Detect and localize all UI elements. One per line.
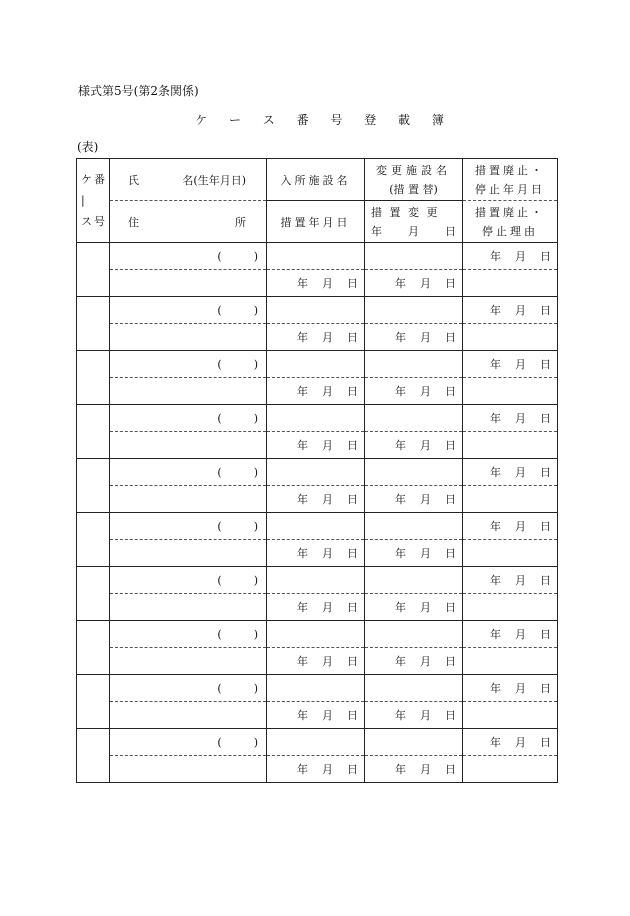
entry-changed-facility-cell[interactable]: [365, 729, 463, 756]
date-month-mark: 月: [322, 493, 333, 506]
entry-abolish-date-cell[interactable]: [463, 243, 558, 270]
date-month-mark: 月: [322, 601, 333, 614]
date-month-mark: 月: [322, 655, 333, 668]
entry-admission-date-cell[interactable]: [267, 486, 365, 513]
date-month-mark: 月: [322, 439, 333, 452]
date-month-mark: 月: [420, 709, 431, 722]
header-name-right: 名(生年月日): [182, 173, 246, 187]
entry-case-number-cell[interactable]: [77, 459, 110, 513]
entry-case-number-cell[interactable]: [77, 567, 110, 621]
entry-row-bottom: [77, 378, 558, 405]
entry-admission-facility-cell[interactable]: [267, 297, 365, 324]
entry-measure-change-date-cell[interactable]: [365, 324, 463, 351]
entry-name-cell[interactable]: [110, 567, 267, 594]
entry-abolish-date-cell[interactable]: [463, 297, 558, 324]
date-day-mark: 日: [445, 331, 456, 344]
case-char-1: ケ: [81, 173, 92, 186]
entry-abolish-reason-cell[interactable]: [463, 486, 558, 513]
date-day-mark: 日: [540, 358, 551, 371]
entry-address-cell[interactable]: [110, 756, 267, 783]
entry-row-bottom: [77, 324, 558, 351]
header-abolish-date-line2: 停止年月日: [475, 182, 545, 196]
form-reference: 様式第5号(第2条関係): [78, 84, 199, 98]
date-day-mark: 日: [540, 304, 551, 317]
date-year-mark: 年: [490, 682, 501, 695]
entry-row-bottom: [77, 702, 558, 729]
date-day-mark: 日: [540, 466, 551, 479]
entry-admission-date-cell[interactable]: [267, 756, 365, 783]
date-year-mark: 年: [297, 601, 308, 614]
date-day-mark: 日: [540, 412, 551, 425]
entry-name-cell[interactable]: [110, 405, 267, 432]
entry-row-top: [77, 621, 558, 648]
date-day-mark: 日: [445, 439, 456, 452]
date-year-mark: 年: [297, 709, 308, 722]
paren-close: ): [253, 411, 258, 425]
date-month-mark: 月: [322, 331, 333, 344]
entry-address-cell[interactable]: [110, 648, 267, 675]
date-year-mark: 年: [395, 385, 406, 398]
date-month-mark: 月: [515, 520, 526, 533]
date-month-mark: 月: [420, 277, 431, 290]
entry-name-cell[interactable]: [110, 729, 267, 756]
entry-measure-change-date-cell[interactable]: [365, 702, 463, 729]
date-month-mark: 月: [322, 277, 333, 290]
paren-open: (: [217, 303, 222, 317]
side-label: (表): [77, 140, 99, 154]
entry-changed-facility-cell[interactable]: [365, 567, 463, 594]
entry-row-top: [77, 675, 558, 702]
date-day-mark: 日: [540, 736, 551, 749]
date-month-mark: 月: [322, 385, 333, 398]
paren-open: (: [217, 681, 222, 695]
date-day-mark: 日: [347, 277, 358, 290]
header-address: [110, 201, 267, 243]
header-admission-facility: 入所施設名: [267, 159, 365, 201]
header-abolish-date: [463, 159, 558, 201]
header-abolish-reason-line2: 停止理由: [482, 224, 538, 238]
entry-abolish-reason-cell[interactable]: [463, 756, 558, 783]
header-name-left: 氏: [128, 173, 139, 187]
date-day-mark: 日: [540, 682, 551, 695]
date-month-mark: 月: [515, 736, 526, 749]
date-month-mark: 月: [515, 358, 526, 371]
header-address-left: 住: [128, 215, 139, 229]
entry-admission-facility-cell[interactable]: [267, 729, 365, 756]
entry-row-top: [77, 297, 558, 324]
date-year-mark: 年: [297, 331, 308, 344]
entry-row-top: [77, 567, 558, 594]
entry-row-top: [77, 513, 558, 540]
entry-row-top: [77, 729, 558, 756]
paren-close: ): [253, 573, 258, 587]
entry-abolish-reason-cell[interactable]: [463, 378, 558, 405]
entry-changed-facility-cell[interactable]: [365, 297, 463, 324]
entry-admission-date-cell[interactable]: [267, 324, 365, 351]
header-changed-facility-line1: 変更施設名: [376, 163, 451, 177]
entry-admission-facility-cell[interactable]: [267, 405, 365, 432]
entry-row-bottom: [77, 270, 558, 297]
entry-admission-facility-cell[interactable]: [267, 351, 365, 378]
date-year-mark: 年: [395, 331, 406, 344]
entry-abolish-date-cell[interactable]: [463, 459, 558, 486]
date-year-mark: 年: [297, 277, 308, 290]
date-day-mark: 日: [445, 709, 456, 722]
date-day-mark: 日: [445, 277, 456, 290]
entry-admission-date-cell[interactable]: [267, 540, 365, 567]
entry-row-bottom: [77, 486, 558, 513]
date-day-mark: 日: [445, 547, 456, 560]
entry-measure-change-date-cell[interactable]: [365, 594, 463, 621]
paren-open: (: [217, 249, 222, 263]
entry-changed-facility-cell[interactable]: [365, 405, 463, 432]
header-address-right: 所: [235, 215, 246, 229]
date-day-mark: 日: [347, 439, 358, 452]
paren-open: (: [217, 735, 222, 749]
entry-abolish-date-cell[interactable]: [463, 567, 558, 594]
date-year-mark: 年: [490, 412, 501, 425]
date-month-mark: 月: [515, 682, 526, 695]
date-year-mark: 年: [490, 574, 501, 587]
entry-abolish-reason-cell[interactable]: [463, 432, 558, 459]
date-year-mark: 年: [490, 628, 501, 641]
date-year-mark: 年: [395, 439, 406, 452]
date-month-mark: 月: [515, 466, 526, 479]
entry-row-top: [77, 351, 558, 378]
date-year-mark: 年: [395, 547, 406, 560]
paren-close: ): [253, 627, 258, 641]
entry-address-cell[interactable]: [110, 378, 267, 405]
entry-address-cell[interactable]: [110, 432, 267, 459]
paren-open: (: [217, 357, 222, 371]
entry-address-cell[interactable]: [110, 702, 267, 729]
paren-close: ): [253, 681, 258, 695]
date-month-mark: 月: [322, 547, 333, 560]
entry-measure-change-date-cell[interactable]: [365, 270, 463, 297]
entry-measure-change-date-cell[interactable]: [365, 756, 463, 783]
entry-changed-facility-cell[interactable]: [365, 675, 463, 702]
date-day-mark: 日: [445, 601, 456, 614]
entry-admission-date-cell[interactable]: [267, 594, 365, 621]
date-month-mark: 月: [322, 763, 333, 776]
entry-admission-facility-cell[interactable]: [267, 567, 365, 594]
entry-measure-change-date-cell[interactable]: [365, 378, 463, 405]
date-year-mark: 年: [297, 763, 308, 776]
date-day-mark: 日: [540, 520, 551, 533]
entry-abolish-date-cell[interactable]: [463, 675, 558, 702]
entry-address-cell[interactable]: [110, 594, 267, 621]
entry-row-bottom: [77, 648, 558, 675]
case-char-5: 号: [94, 215, 105, 228]
entry-admission-date-cell[interactable]: [267, 432, 365, 459]
date-month-mark: 月: [420, 547, 431, 560]
entry-abolish-date-cell[interactable]: [463, 729, 558, 756]
entry-abolish-reason-cell[interactable]: [463, 324, 558, 351]
date-year-mark: 年: [297, 655, 308, 668]
entry-row-bottom: [77, 432, 558, 459]
entry-case-number-cell[interactable]: [77, 297, 110, 351]
date-day-mark: 日: [445, 763, 456, 776]
entry-row-top: [77, 405, 558, 432]
header-measure-change-day: 日: [445, 224, 456, 238]
date-month-mark: 月: [420, 385, 431, 398]
entry-name-cell[interactable]: [110, 513, 267, 540]
header-abolish-reason: [463, 201, 558, 243]
paren-open: (: [217, 465, 222, 479]
date-day-mark: 日: [347, 547, 358, 560]
date-day-mark: 日: [347, 655, 358, 668]
header-measure-change-year: 年: [371, 224, 382, 238]
date-month-mark: 月: [420, 655, 431, 668]
entry-measure-change-date-cell[interactable]: [365, 432, 463, 459]
date-year-mark: 年: [297, 547, 308, 560]
header-case-number: [77, 159, 110, 243]
date-year-mark: 年: [490, 358, 501, 371]
paren-close: ): [253, 735, 258, 749]
paren-close: ): [253, 357, 258, 371]
date-month-mark: 月: [420, 763, 431, 776]
date-year-mark: 年: [395, 601, 406, 614]
paren-open: (: [217, 411, 222, 425]
entry-abolish-reason-cell[interactable]: [463, 540, 558, 567]
entry-abolish-reason-cell[interactable]: [463, 594, 558, 621]
entry-name-cell[interactable]: [110, 621, 267, 648]
date-year-mark: 年: [490, 520, 501, 533]
case-register-table: [76, 158, 558, 783]
entry-changed-facility-cell[interactable]: [365, 243, 463, 270]
entry-abolish-date-cell[interactable]: [463, 351, 558, 378]
entry-name-cell[interactable]: [110, 243, 267, 270]
date-year-mark: 年: [490, 466, 501, 479]
header-abolish-reason-line1: 措置廃止・: [475, 205, 545, 219]
entry-name-cell[interactable]: [110, 459, 267, 486]
paren-close: ): [253, 249, 258, 263]
case-char-2: |: [81, 194, 85, 207]
paren-open: (: [217, 519, 222, 533]
entry-admission-facility-cell[interactable]: [267, 675, 365, 702]
entry-row-bottom: [77, 594, 558, 621]
entry-abolish-date-cell[interactable]: [463, 405, 558, 432]
header-row-1: [77, 159, 558, 201]
entry-changed-facility-cell[interactable]: [365, 621, 463, 648]
header-name: [110, 159, 267, 201]
date-year-mark: 年: [395, 763, 406, 776]
case-char-3: ス: [81, 215, 92, 228]
date-year-mark: 年: [395, 493, 406, 506]
paren-open: (: [217, 627, 222, 641]
date-day-mark: 日: [540, 250, 551, 263]
date-day-mark: 日: [445, 385, 456, 398]
date-year-mark: 年: [395, 277, 406, 290]
entry-name-cell[interactable]: [110, 351, 267, 378]
date-month-mark: 月: [420, 331, 431, 344]
entry-abolish-date-cell[interactable]: [463, 513, 558, 540]
date-day-mark: 日: [445, 655, 456, 668]
date-year-mark: 年: [297, 385, 308, 398]
entry-admission-date-cell[interactable]: [267, 378, 365, 405]
date-day-mark: 日: [347, 493, 358, 506]
entry-measure-change-date-cell[interactable]: [365, 486, 463, 513]
entry-admission-date-cell[interactable]: [267, 702, 365, 729]
paren-open: (: [217, 573, 222, 587]
entry-admission-facility-cell[interactable]: [267, 459, 365, 486]
header-measure-change-month: 月: [408, 224, 419, 238]
entry-admission-date-cell[interactable]: [267, 270, 365, 297]
entry-abolish-reason-cell[interactable]: [463, 270, 558, 297]
header-measure-change-line1: 措 置 変 更: [371, 205, 440, 219]
date-day-mark: 日: [347, 385, 358, 398]
entry-abolish-date-cell[interactable]: [463, 621, 558, 648]
entry-case-number-cell[interactable]: [77, 621, 110, 675]
entry-name-cell[interactable]: [110, 297, 267, 324]
date-year-mark: 年: [490, 304, 501, 317]
entry-admission-date-cell[interactable]: [267, 648, 365, 675]
entry-case-number-cell[interactable]: [77, 243, 110, 297]
entry-abolish-reason-cell[interactable]: [463, 648, 558, 675]
date-day-mark: 日: [347, 709, 358, 722]
entry-row-bottom: [77, 540, 558, 567]
date-year-mark: 年: [490, 250, 501, 263]
entry-changed-facility-cell[interactable]: [365, 459, 463, 486]
entry-row-bottom: [77, 756, 558, 783]
header-changed-facility: [365, 159, 463, 201]
entry-admission-facility-cell[interactable]: [267, 243, 365, 270]
date-day-mark: 日: [347, 763, 358, 776]
entry-address-cell[interactable]: [110, 540, 267, 567]
entry-case-number-cell[interactable]: [77, 729, 110, 783]
entry-measure-change-date-cell[interactable]: [365, 540, 463, 567]
entry-address-cell[interactable]: [110, 270, 267, 297]
date-day-mark: 日: [540, 574, 551, 587]
date-year-mark: 年: [395, 709, 406, 722]
date-day-mark: 日: [347, 601, 358, 614]
entry-name-cell[interactable]: [110, 675, 267, 702]
entry-measure-change-date-cell[interactable]: [365, 648, 463, 675]
date-year-mark: 年: [297, 439, 308, 452]
date-month-mark: 月: [322, 709, 333, 722]
entry-address-cell[interactable]: [110, 324, 267, 351]
page-title: ケ ー ス 番 号 登 載 簿: [195, 113, 453, 127]
header-measure-change: [365, 201, 463, 243]
header-row-2: [77, 201, 558, 243]
entry-case-number-cell[interactable]: [77, 675, 110, 729]
date-month-mark: 月: [515, 628, 526, 641]
date-month-mark: 月: [515, 574, 526, 587]
entry-admission-facility-cell[interactable]: [267, 513, 365, 540]
entry-row-top: [77, 243, 558, 270]
paren-close: ): [253, 303, 258, 317]
date-year-mark: 年: [490, 736, 501, 749]
paren-close: ): [253, 519, 258, 533]
entry-address-cell[interactable]: [110, 486, 267, 513]
date-month-mark: 月: [515, 250, 526, 263]
paren-close: ): [253, 465, 258, 479]
entry-case-number-cell[interactable]: [77, 351, 110, 405]
entry-case-number-cell[interactable]: [77, 513, 110, 567]
entry-admission-facility-cell[interactable]: [267, 621, 365, 648]
entry-changed-facility-cell[interactable]: [365, 351, 463, 378]
date-month-mark: 月: [515, 412, 526, 425]
date-day-mark: 日: [445, 493, 456, 506]
date-year-mark: 年: [297, 493, 308, 506]
entry-abolish-reason-cell[interactable]: [463, 702, 558, 729]
header-abolish-date-line1: 措置廃止・: [475, 163, 545, 177]
date-day-mark: 日: [347, 331, 358, 344]
date-month-mark: 月: [515, 304, 526, 317]
date-year-mark: 年: [395, 655, 406, 668]
entry-changed-facility-cell[interactable]: [365, 513, 463, 540]
case-char-4: 番: [94, 173, 105, 186]
entry-case-number-cell[interactable]: [77, 405, 110, 459]
entry-row-top: [77, 459, 558, 486]
date-month-mark: 月: [420, 493, 431, 506]
date-day-mark: 日: [540, 628, 551, 641]
date-month-mark: 月: [420, 439, 431, 452]
header-admission-date: 措置年月日: [267, 201, 365, 243]
date-month-mark: 月: [420, 601, 431, 614]
header-changed-facility-line2: (措 置 替): [389, 182, 438, 196]
